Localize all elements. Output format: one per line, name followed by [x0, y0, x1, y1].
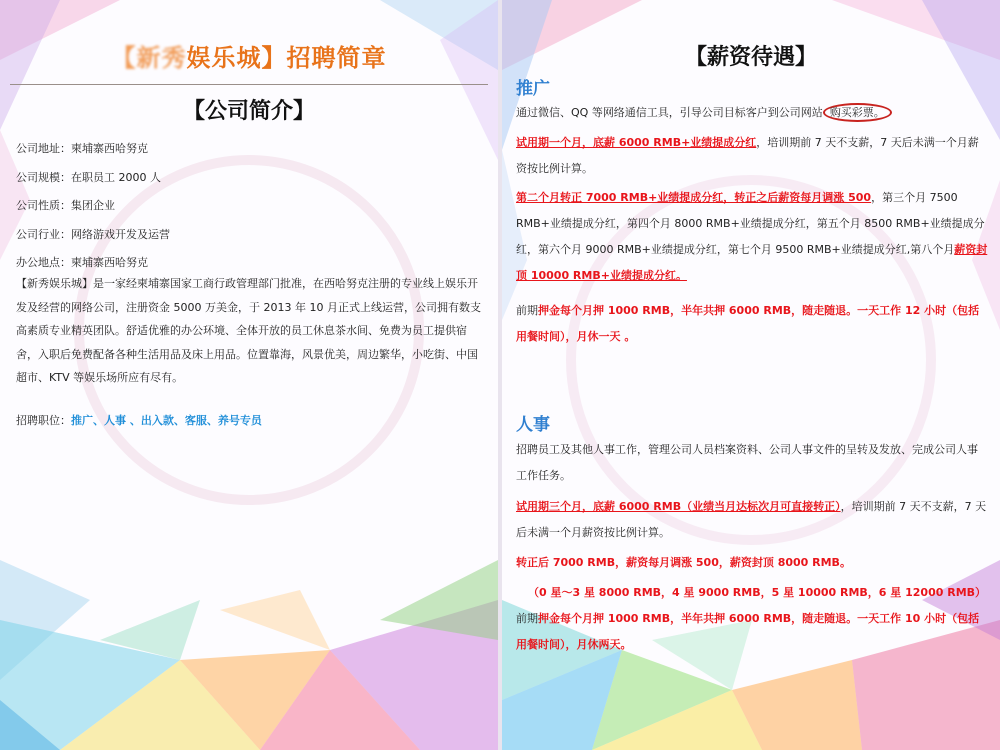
positions-value: 推广、人事 、出入款、客服、养号专员 [71, 414, 262, 427]
hr-raise: 转正后 7000 RMB，薪资每月调涨 500，薪资封顶 8000 RMB。 [516, 556, 851, 569]
info-address: 公司地址：柬埔寨西哈努克 [16, 142, 148, 155]
promo-trial-rest: ，培训期前 7 天不支薪，7 天后未满一个月薪资按比例计算。 [516, 136, 979, 175]
circled-text: 购买彩票。 [823, 103, 892, 122]
salary-heading: 【薪资待遇】 [684, 45, 817, 70]
company-intro-text: 【新秀娱乐城】是一家经柬埔寨国家工商行政管理部门批准，在西哈努克注册的专业线上娱乐开发及经营的网络公司，注册资金 5000 万美金，于 2013 年 10 月正式上线运营，公司拥有数支高素质专业精英团队。舒适优雅的办公环境、全体开放的员工休息茶水间、免费为员工提供宿舍，入职后免费配备各种生活用品及床上用品。位置靠海，风景优美，周边繁华，小吃街、中国超市、KTV 等娱乐场所应有尽有。 [16, 277, 481, 384]
company-info-list [16, 135, 486, 278]
promo-description [516, 100, 988, 126]
hr-star-levels: （0 星～3 星 8000 RMB，4 星 9000 RMB，5 星 10000 RMB，6 星 12000 RMB） [528, 586, 987, 599]
hr-description: 招聘员工及其他人事工作，管理公司人员档案资料、公司人事文件的呈转及发放、完成公司人事工作任务。 [516, 443, 978, 482]
title-divider [10, 84, 488, 85]
promo-heading: 推广 [516, 79, 550, 99]
info-scale: 公司规模：在职员工 2000 人 [16, 170, 161, 184]
hr-trial-rest: ，培训期前 7 天不支薪，7 天后未满一个月薪资按比例计算。 [516, 500, 987, 539]
right-page [502, 0, 1000, 750]
promo-deposit-prefix: 前期 [516, 304, 538, 317]
hr-trial-highlight: 试用期三个月，底薪 6000 RMB（业绩当月达标次月可直接转正） [516, 500, 841, 513]
hr-deposit-highlight: 押金每个月押 1000 RMB，半年共押 6000 RMB，随走随退。一天工作 10 小时（包括用餐时间），月休两天。 [516, 612, 980, 651]
info-industry: 公司行业：网络游戏开发及运营 [16, 227, 170, 241]
promo-raise-highlight: 第二个月转正 7000 RMB+业绩提成分红，转正之后薪资每月调涨 500 [516, 191, 872, 204]
hr-deposit [516, 606, 988, 658]
promo-desc-text: 通过微信、QQ 等网络通信工具，引导公司目标客户到公司网站 [516, 106, 823, 119]
promo-deposit [516, 298, 988, 350]
recruit-title-text: 娱乐城】招聘简章 [186, 44, 387, 72]
hr-trial [516, 494, 988, 546]
info-nature: 公司性质：集团企业 [16, 199, 115, 212]
left-page [0, 0, 498, 750]
promo-cap-highlight: 薪资封顶 10000 RMB+业绩提成分红。 [516, 243, 988, 282]
recruit-positions [16, 412, 262, 428]
hr-deposit-prefix: 前期 [516, 612, 538, 625]
hr-heading: 人事 [516, 415, 550, 435]
recruit-title-blurred-part: 【新秀 [111, 44, 187, 72]
promo-trial-highlight: 试用期一个月，底薪 6000 RMB+业绩提成分红 [516, 136, 757, 149]
recruit-title [0, 38, 498, 73]
company-intro-heading: 【公司简介】 [182, 99, 315, 124]
info-office: 办公地点：柬埔寨西哈努克 [16, 256, 148, 269]
promo-raise-rest: ，第三个月 7500 RMB+业绩提成分红，第四个月 8000 RMB+业绩提成分红，第五个月 8500 RMB+业绩提成分红，第六个月 9000 RMB+业绩提成分红，第七个月 9500 RMB+业绩提成分红,第八个月 [516, 191, 985, 256]
promo-raise [516, 185, 988, 289]
promo-trial [516, 130, 988, 182]
promo-deposit-highlight: 押金每个月押 1000 RMB，半年共押 6000 RMB，随走随退。一天工作 12 小时（包括用餐时间），月休一天 。 [516, 304, 980, 343]
positions-label: 招聘职位： [16, 414, 71, 427]
